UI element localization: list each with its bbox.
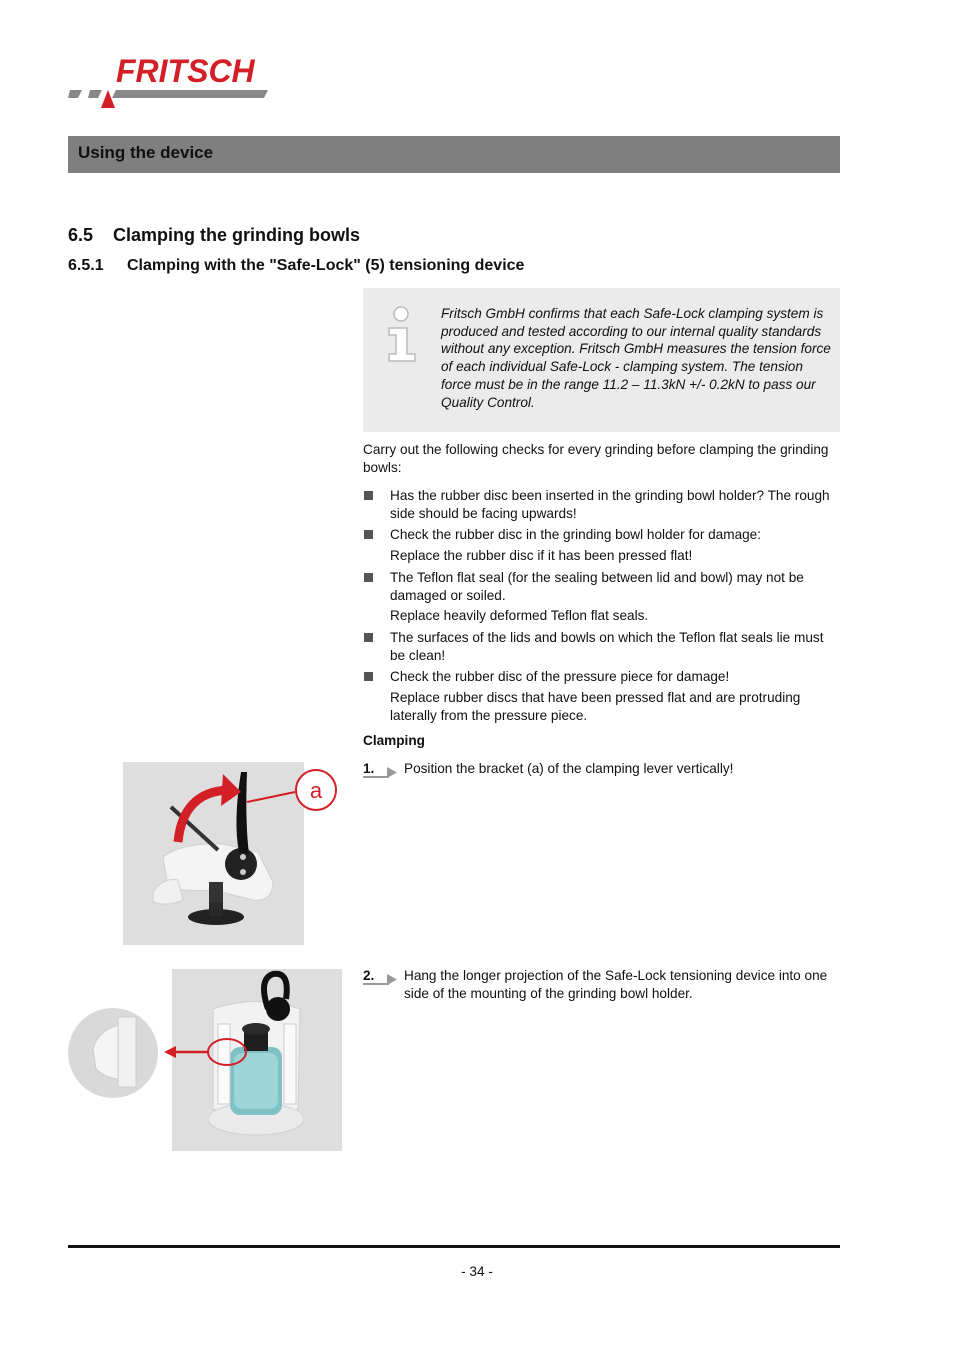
chapter-title: Using the device xyxy=(78,143,214,162)
footer-rule xyxy=(68,1245,840,1248)
intro-paragraph: Carry out the following checks for every grinding before clamping the grinding bowls: xyxy=(363,442,829,475)
subsection-heading xyxy=(68,257,524,275)
page-number: - 34 - xyxy=(461,1264,493,1279)
list-item-text: Has the rubber disc been inserted in the grinding bowl holder? The rough side should be facing upwards! xyxy=(390,488,830,521)
list-item-subtext: Replace heavily deformed Teflon flat seals. xyxy=(390,608,649,624)
list-item xyxy=(363,526,840,544)
clamping-heading: Clamping xyxy=(363,733,425,748)
step-2 xyxy=(363,967,840,1007)
list-item-text: The surfaces of the lids and bowls on which the Teflon flat seals lie must be clean! xyxy=(390,629,824,663)
list-item xyxy=(363,569,840,604)
square-bullet-icon xyxy=(364,672,373,681)
subsection-number: 6.5.1 xyxy=(68,257,104,274)
fritsch-logo xyxy=(68,54,282,110)
list-item xyxy=(363,487,840,522)
step-number: 1. xyxy=(363,760,397,778)
list-item xyxy=(363,668,840,686)
step-arrow-icon xyxy=(387,974,397,985)
figure-safe-lock-mounting xyxy=(68,969,342,1151)
list-item-text: Check the rubber disc of the pressure piece for damage! xyxy=(390,669,730,685)
checks-list xyxy=(363,487,840,724)
figure-clamping-lever xyxy=(123,762,341,945)
step-1 xyxy=(363,760,840,780)
step-arrow-icon xyxy=(387,767,397,778)
list-item-text: Check the rubber disc in the grinding bowl holder for damage: xyxy=(390,527,762,543)
logo-wordmark: FRITSCH xyxy=(116,54,255,89)
square-bullet-icon xyxy=(364,530,373,539)
section-number: 6.5 xyxy=(68,225,94,245)
info-icon xyxy=(385,306,419,362)
section-heading xyxy=(68,225,360,246)
square-bullet-icon xyxy=(364,573,373,582)
section-title: Clamping the grinding bowls xyxy=(113,225,360,245)
square-bullet-icon xyxy=(364,633,373,642)
list-item-text: The Teflon flat seal (for the sealing between lid and bowl) may not be damaged or soiled. xyxy=(390,569,804,603)
step-text: Hang the longer projection of the Safe-Lock tensioning device into one side of the mounting of the grinding bowl holder. xyxy=(404,968,828,1001)
square-bullet-icon xyxy=(364,491,373,500)
list-item-subtext: Replace rubber discs that have been pressed flat and are protruding laterally from the pressure piece. xyxy=(390,690,801,723)
list-item-subtext: Replace the rubber disc if it has been pressed flat! xyxy=(390,548,693,564)
list-item xyxy=(363,629,840,664)
info-note-box xyxy=(363,288,840,432)
subsection-title: Clamping with the "Safe-Lock" (5) tensioning device xyxy=(127,257,525,274)
step-number: 2. xyxy=(363,967,397,985)
note-text: Fritsch GmbH confirms that each Safe-Lock clamping system is produced and tested according to our internal quality standards without any exception. Fritsch GmbH measures the tension force of each individual Safe-Lock - clamping system. The tension force must be in the range 11.2 – 11.3kN +/- 0.2kN to pass our Quality Control. xyxy=(441,306,831,410)
figure-label-a: a xyxy=(309,778,323,803)
step-text: Position the bracket (a) of the clamping lever vertically! xyxy=(404,761,734,776)
chapter-header-bar xyxy=(68,136,840,173)
